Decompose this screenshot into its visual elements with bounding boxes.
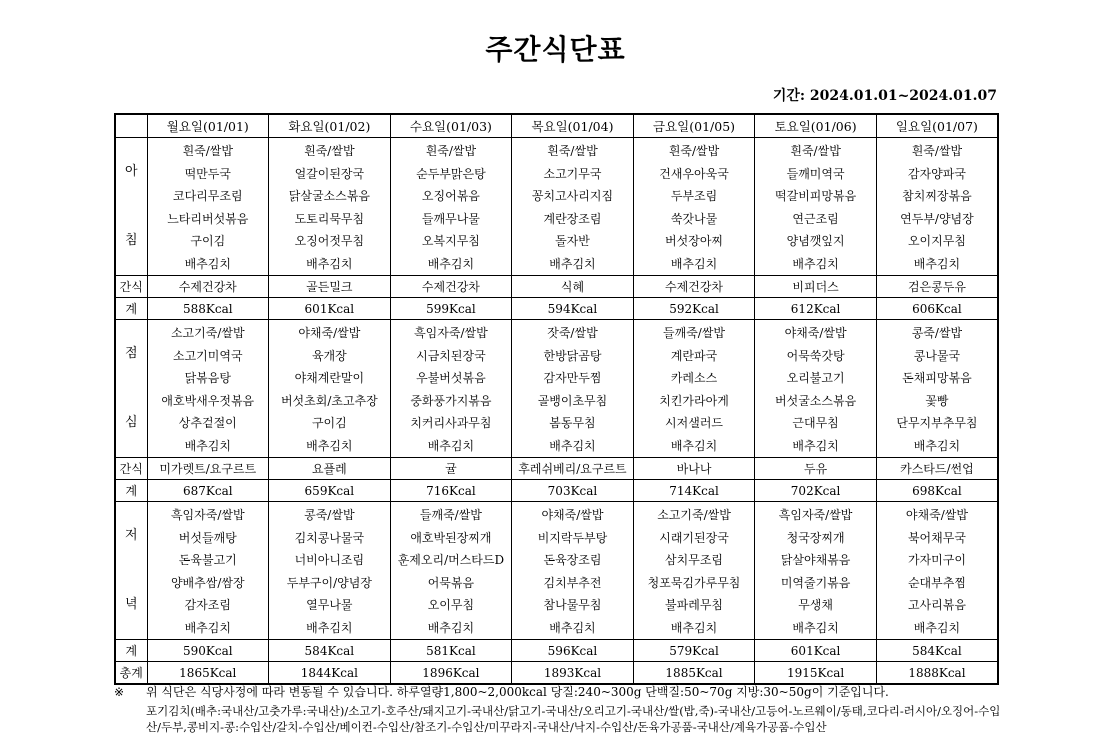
- dish-item: 버섯장아찌: [665, 234, 724, 248]
- dish-item: 배추김치: [792, 438, 839, 453]
- dish-item: 비지락두부탕: [537, 530, 608, 545]
- dish-item: 가자미구이: [907, 553, 966, 567]
- menu-cell: [633, 138, 755, 276]
- dish-item: 느타리버섯볶음: [167, 211, 249, 226]
- grand-total-row-cell: 1865Kcal: [147, 662, 269, 685]
- dish-item: 청국장찌개: [786, 530, 845, 545]
- snack-row-cell: 요플레: [269, 458, 391, 480]
- dish-item: 어묵쑥갓탕: [786, 348, 845, 363]
- meal-label-char: 심: [124, 414, 138, 430]
- grand-total-row-cell: 1844Kcal: [269, 662, 391, 685]
- kcal-row-cell: 579Kcal: [633, 640, 755, 662]
- breakfast-row: [115, 138, 998, 276]
- period-label: 기간: 2024.01.01~2024.01.07: [772, 88, 997, 104]
- meal-label-char: 녁: [124, 596, 138, 612]
- dish-item: 시래기된장국: [659, 530, 729, 545]
- kcal-row-cell: 590Kcal: [147, 640, 269, 662]
- snack-row-cell: 바나나: [633, 458, 755, 480]
- menu-cell: [269, 320, 391, 458]
- kcal-row-cell: 687Kcal: [147, 480, 269, 502]
- menu-cell: [147, 502, 269, 640]
- dish-item: 닭볶음탕: [184, 371, 231, 385]
- dish-item: 오징어젓무침: [294, 234, 365, 248]
- dish-item: 흑임자죽/쌀밥: [170, 508, 245, 522]
- dish-item: 미역줄기볶음: [780, 575, 851, 590]
- dish-item: 배추김치: [792, 620, 839, 635]
- dish-item: 떡만두국: [184, 166, 231, 181]
- dish-item: 떡갈비피망볶음: [775, 189, 857, 203]
- dish-item: 소고기죽/쌀밥: [657, 508, 731, 522]
- dish-item: 오이지무침: [907, 234, 966, 248]
- dish-item: 배추김치: [913, 438, 961, 453]
- dish-item: 흰죽/쌀밥: [911, 144, 963, 158]
- dish-item: 고사리볶음: [907, 598, 966, 612]
- dish-item: 북어채무국: [907, 530, 966, 545]
- dish-item: 흰죽/쌀밥: [425, 144, 477, 158]
- dish-item: 참치찌장볶음: [902, 189, 972, 203]
- kcal-row-label: 계: [115, 298, 147, 320]
- dish-item: 불파레무침: [665, 598, 724, 612]
- dish-item: 시금치된장국: [416, 348, 486, 363]
- dish-item: 순두부맑은탕: [416, 166, 486, 181]
- day-header: 토요일(01/06): [755, 114, 877, 138]
- snack-row-cell: 수제건강차: [147, 276, 269, 298]
- dish-item: 배추김치: [913, 256, 961, 271]
- grand-total-row-label: 총계: [115, 662, 147, 685]
- dish-item: 닭살굴소스볶음: [288, 189, 370, 203]
- dish-item: 감자조림: [184, 598, 231, 612]
- dish-item: 중화풍가지볶음: [410, 393, 492, 408]
- kcal-row-label: 계: [115, 480, 147, 502]
- dish-item: 야채죽/쌀밥: [784, 326, 847, 340]
- snack-row-cell: 검은콩두유: [876, 276, 998, 298]
- corner-cell: [115, 114, 147, 138]
- dish-item: 연근조림: [792, 211, 839, 226]
- dish-item: 배추김치: [184, 256, 231, 271]
- dish-item: 들깨무나물: [421, 211, 480, 226]
- dish-item: 야채죽/쌀밥: [298, 326, 361, 340]
- dish-item: 흰죽/쌀밥: [547, 144, 598, 158]
- grand-total-row-cell: 1893Kcal: [512, 662, 634, 685]
- dish-item: 청포묵김가루무침: [647, 575, 741, 590]
- dish-item: 치킨가라아게: [659, 393, 729, 408]
- snack-row-cell: 수제건강차: [390, 276, 512, 298]
- kcal-row-cell: 612Kcal: [755, 298, 877, 320]
- kcal-row-cell: 581Kcal: [390, 640, 512, 662]
- dish-item: 봄동무침: [549, 416, 596, 430]
- snack-row-cell: 후레쉬베리/요구르트: [512, 458, 634, 480]
- kcal-row-cell: 703Kcal: [512, 480, 634, 502]
- menu-cell: [512, 320, 634, 458]
- grand-total-row-cell: 1896Kcal: [390, 662, 512, 685]
- kcal-row-cell: 601Kcal: [755, 640, 877, 662]
- dish-item: 계란장조림: [543, 211, 602, 226]
- meal-label-char: 침: [124, 232, 138, 248]
- dish-item: 한방닭곰탕: [543, 348, 602, 363]
- lunch-row: [115, 320, 998, 458]
- grand-total-row-cell: 1888Kcal: [876, 662, 998, 685]
- dish-item: 오복지무침: [421, 234, 480, 248]
- dish-item: 꽃빵: [925, 393, 949, 408]
- dish-item: 콩죽/쌀밥: [911, 326, 963, 340]
- day-header: 화요일(01/02): [269, 114, 391, 138]
- day-header: 수요일(01/03): [390, 114, 512, 138]
- dish-item: 구이김: [311, 416, 347, 430]
- dish-item: 돌자반: [555, 234, 590, 248]
- dish-item: 배추김치: [427, 256, 475, 271]
- dish-item: 김치콩나물국: [294, 530, 365, 545]
- snack-row-cell: 식혜: [512, 276, 634, 298]
- dish-item: 꽁치고사리지짐: [531, 189, 614, 203]
- snack-row-cell: 카스타드/썬업: [876, 458, 998, 480]
- day-header: 목요일(01/04): [512, 114, 634, 138]
- dish-item: 소고기무국: [543, 166, 602, 181]
- origin-text: 포기김치(배추:국내산/고춧가루:국내산)/소고기-호주산/돼지고기-국내산/닭고기-국내산/오리고기-국내산/쌀(밥,죽)-국내산/고등어-노르웨이/동태,코다리-러시아/오징어-수입산/두부,콩비지-콩:수입산/갈치-수입산/베이컨-수입산/참조기-수입산/미꾸라지-국내산/낙지-수입산/돈육가공품-국내산/계육가공품-수입산: [146, 704, 1001, 734]
- kcal-row-cell: 606Kcal: [876, 298, 998, 320]
- dish-item: 배추김치: [306, 256, 353, 271]
- meal-label-char: 저: [124, 528, 138, 544]
- menu-cell: [633, 320, 755, 458]
- dish-item: 버섯들깨탕: [178, 530, 237, 545]
- grand-total-row-cell: 1885Kcal: [633, 662, 755, 685]
- dish-item: 감자양파국: [907, 166, 966, 181]
- dish-item: 배추김치: [306, 620, 353, 635]
- dish-item: 순대부추찜: [907, 575, 966, 590]
- kcal-row-cell: 599Kcal: [390, 298, 512, 320]
- dish-item: 잣죽/쌀밥: [547, 326, 598, 340]
- dish-item: 흰죽/쌀밥: [668, 144, 720, 158]
- dish-item: 두부구이/양념장: [286, 575, 372, 590]
- dish-item: 육개장: [311, 348, 347, 363]
- dish-item: 소고기미역국: [173, 348, 243, 363]
- menu-cell: [390, 138, 512, 276]
- dish-item: 야채죽/쌀밥: [541, 508, 604, 522]
- kcal-row-cell: 714Kcal: [633, 480, 755, 502]
- snack-row-cell: 귤: [390, 458, 512, 480]
- dish-item: 참나물무침: [543, 598, 602, 612]
- dish-item: 야채계란말이: [294, 371, 365, 385]
- dish-item: 버섯굴소스볶음: [775, 393, 857, 408]
- snack-row-cell: 골든밀크: [269, 276, 391, 298]
- dish-item: 배추김치: [549, 438, 596, 453]
- kcal-row: [115, 640, 998, 662]
- dish-item: 감자만두찜: [543, 371, 602, 385]
- dinner-row: [115, 502, 998, 640]
- dish-item: 단무지부추무침: [896, 416, 978, 430]
- kcal-row-cell: 659Kcal: [269, 480, 391, 502]
- menu-cell: [755, 138, 877, 276]
- kcal-row-cell: 601Kcal: [269, 298, 391, 320]
- dish-item: 흑임자죽/쌀밥: [414, 326, 488, 340]
- kcal-row-cell: 584Kcal: [269, 640, 391, 662]
- dish-item: 무생채: [798, 598, 833, 612]
- menu-cell: [512, 138, 634, 276]
- dish-item: 들깨죽/쌀밥: [419, 508, 482, 522]
- dish-item: 골뱅이초무침: [537, 393, 608, 408]
- dish-item: 양념깻잎지: [786, 234, 845, 248]
- dish-item: 배추김치: [184, 620, 231, 635]
- dish-item: 배추김치: [427, 620, 475, 635]
- menu-cell: [269, 138, 391, 276]
- dish-item: 들깨죽/쌀밥: [663, 326, 726, 340]
- note-mark: ※: [114, 685, 125, 699]
- dish-item: 양배추쌈/쌈장: [170, 575, 245, 590]
- dish-item: 흰죽/쌀밥: [182, 144, 233, 158]
- menu-table: [114, 113, 999, 685]
- dish-item: 우불버섯볶음: [416, 371, 486, 385]
- dish-item: 애호박된장찌개: [410, 530, 492, 545]
- kcal-row-cell: 584Kcal: [876, 640, 998, 662]
- dish-item: 근대무침: [792, 416, 839, 430]
- menu-cell: [147, 320, 269, 458]
- kcal-row-cell: 702Kcal: [755, 480, 877, 502]
- dish-item: 얼갈이된장국: [294, 166, 365, 181]
- snack-row: [115, 276, 998, 298]
- dish-item: 배추김치: [184, 438, 231, 453]
- dish-item: 배추김치: [670, 620, 718, 635]
- kcal-row-cell: 596Kcal: [512, 640, 634, 662]
- snack-row-label: 간식: [115, 276, 147, 298]
- kcal-row-label: 계: [115, 640, 147, 662]
- dish-item: 오이무침: [427, 598, 475, 612]
- menu-cell: [147, 138, 269, 276]
- menu-cell: [512, 502, 634, 640]
- snack-row-cell: 미가렛트/요구르트: [147, 458, 269, 480]
- dish-item: 돈육불고기: [178, 553, 237, 567]
- menu-cell: [755, 320, 877, 458]
- snack-row: [115, 458, 998, 480]
- menu-cell: [390, 502, 512, 640]
- dish-item: 배추김치: [670, 438, 718, 453]
- dish-item: 구이김: [190, 234, 226, 248]
- dish-item: 배추김치: [549, 256, 596, 271]
- dish-item: 두부조림: [670, 189, 718, 203]
- dish-item: 애호박새우젓볶음: [161, 393, 255, 408]
- day-header: 월요일(01/01): [147, 114, 269, 138]
- dish-item: 열무나물: [306, 598, 353, 612]
- breakfast-row-label: [115, 138, 147, 276]
- dish-item: 시저샐러드: [665, 416, 724, 430]
- dish-item: 흰죽/쌀밥: [790, 144, 841, 158]
- kcal-row-cell: 594Kcal: [512, 298, 634, 320]
- snack-row-cell: 수제건강차: [633, 276, 755, 298]
- grand-total-row-cell: 1915Kcal: [755, 662, 877, 685]
- meal-label-char: 아: [124, 164, 138, 180]
- dish-item: 들깨미역국: [786, 166, 845, 181]
- dish-item: 배추김치: [670, 256, 718, 271]
- header-row: [115, 114, 998, 138]
- menu-cell: [755, 502, 877, 640]
- menu-cell: [390, 320, 512, 458]
- dish-item: 상추겉절이: [178, 416, 237, 430]
- snack-row-label: 간식: [115, 458, 147, 480]
- menu-cell: [876, 502, 998, 640]
- menu-cell: [876, 320, 998, 458]
- dish-item: 어묵볶음: [427, 575, 475, 590]
- dish-item: 돈육장조림: [543, 553, 602, 567]
- dish-item: 카레소스: [670, 371, 718, 385]
- kcal-row-cell: 716Kcal: [390, 480, 512, 502]
- meal-label-char: 점: [124, 346, 138, 362]
- dish-item: 치커리사과무침: [410, 416, 492, 430]
- dinner-row-label: [115, 502, 147, 640]
- kcal-row-cell: 588Kcal: [147, 298, 269, 320]
- dish-item: 콩죽/쌀밥: [304, 508, 355, 522]
- dish-item: 훈제오리/머스타드D: [397, 553, 505, 567]
- dish-item: 삼치무조림: [665, 553, 724, 567]
- dish-item: 계란파국: [670, 348, 718, 363]
- dish-item: 콩나물국: [913, 348, 961, 363]
- day-header: 금요일(01/05): [633, 114, 755, 138]
- dish-item: 배추김치: [792, 256, 839, 271]
- dish-item: 돈채피망볶음: [902, 371, 972, 385]
- dish-item: 소고기죽/쌀밥: [170, 326, 245, 340]
- notes-section: [114, 684, 1014, 735]
- menu-cell: [269, 502, 391, 640]
- dish-item: 쑥갓나물: [670, 211, 718, 226]
- dish-item: 닭살야채볶음: [780, 553, 851, 567]
- menu-cell: [633, 502, 755, 640]
- dish-item: 너비아니조림: [294, 553, 365, 567]
- dish-item: 도토리묵무침: [294, 211, 365, 226]
- day-header: 일요일(01/07): [876, 114, 998, 138]
- dish-item: 배추김치: [913, 620, 961, 635]
- lunch-row-label: [115, 320, 147, 458]
- snack-row-cell: 두유: [755, 458, 877, 480]
- kcal-row-cell: 592Kcal: [633, 298, 755, 320]
- dish-item: 배추김치: [306, 438, 353, 453]
- dish-item: 코다리무조림: [173, 189, 243, 203]
- page-title: 주간식단표: [485, 33, 626, 66]
- grand-total-row: [115, 662, 998, 685]
- kcal-row: [115, 480, 998, 502]
- dish-item: 연두부/양념장: [900, 211, 974, 226]
- menu-cell: [876, 138, 998, 276]
- dish-item: 흑임자죽/쌀밥: [778, 508, 853, 522]
- kcal-row-cell: 698Kcal: [876, 480, 998, 502]
- snack-row-cell: 비피더스: [755, 276, 877, 298]
- dish-item: 김치부추전: [543, 575, 602, 590]
- note-main-text: 위 식단은 식당사정에 따라 변동될 수 있습니다. 하루열량1,800~2,000kcal 당질:240~300g 단백질:50~70g 지방:30~50g이 기준입니다.: [146, 685, 889, 699]
- dish-item: 버섯초회/초고추장: [280, 393, 378, 408]
- kcal-row: [115, 298, 998, 320]
- dish-item: 건새우아욱국: [659, 166, 729, 181]
- dish-item: 흰죽/쌀밥: [304, 144, 355, 158]
- dish-item: 오리불고기: [786, 371, 845, 385]
- dish-item: 배추김치: [549, 620, 596, 635]
- dish-item: 배추김치: [427, 438, 475, 453]
- dish-item: 오징어볶음: [421, 189, 480, 203]
- dish-item: 야채죽/쌀밥: [905, 508, 968, 522]
